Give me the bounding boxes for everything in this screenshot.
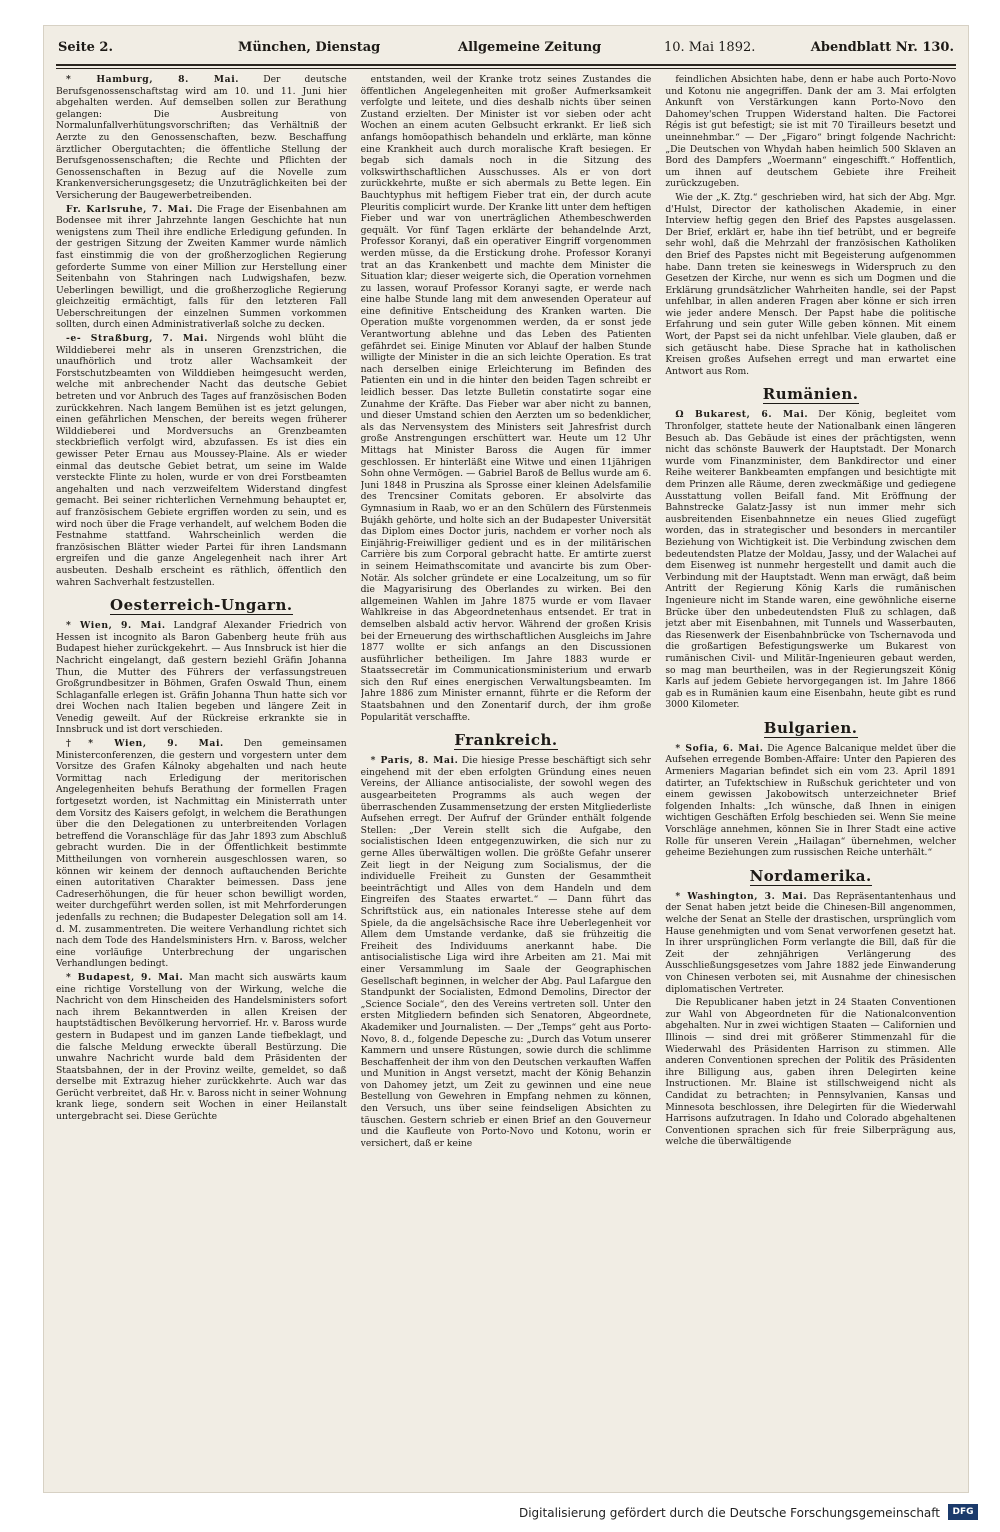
article-paragraph <box>56 333 347 588</box>
page-header <box>58 40 954 60</box>
paragraph-text: Die Frage der Eisenbahnen am Bodensee mit ihrer Jahrzehnte langen Geschichte hat nun wenigstens zum Theil ihre endliche Erledigung gefunden. In der gestrigen Sitzung der Zweiten Kammer wurde nämlich fast einstimmig die von der großherzoglichen Regierung geforderte Summe von einer Million zur Herstellung einer Seitenbahn von Stahringen nach Ludwigshafen, bezw. Ueberlingen bewilligt, und die großherzogliche Regierung gleichzeitig ermächtigt, falls für den letzteren Fall Ueberschreitungen der einzelnen Summen vorkommen sollten, durch einen Administrativerlaß solche zu decken. <box>56 203 347 331</box>
section-heading <box>361 731 652 749</box>
header-rule <box>56 64 956 66</box>
dateline: * Budapest, 9. Mai. <box>66 971 184 983</box>
paragraph-text: Die hiesige Presse beschäftigt sich sehr eingehend mit der eben erfolgten Gründung eines neuen Vereins, der Alliance antisocialiste, der sowohl wegen des ausgearbeiteten Programms als auch wegen der überraschenden Zusammensetzung der ersten Mitgliederliste Aufsehen erregt. Der Aufruf der Gründer enthält folgende Stellen: „Der Verein stellt sich die Aufgabe, den socialistischen Ideen entgegenzuwirken, die sich nur zu gerne Alles überwältigen wollen. Die größte Gefahr unserer Zeit liegt in der Neigung zum Socialismus, der die individuelle Freiheit zu Gunsten der Gesammtheit beeinträchtigt und Alles von dem Handeln und dem Eingreifen des Staates erwartet.“ — Dann führt das Schriftstück aus, ein nationales Interesse stehe auf dem Spiele, da die angelsächsische Race ihre Ueberlegenheit vor Allem dem Umstande verdanke, daß sie frühzeitig die Freiheit des Individuums anerkannt habe. Die antisocialistische Liga wird ihre Arbeiten am 21. Mai mit einer Versammlung im Saale der Geographischen Gesellschaft beginnen, in welcher der Abg. Paul Lafargue den Standpunkt der Socialisten, Edmond Demolins, Director der „Science Sociale“, den des Vereins vertreten soll. Unter den ersten Mitgliedern befinden sich Senatoren, Abgeordnete, Akademiker und Journalisten. — Der „Temps“ geht aus Porto-Novo, 8. d., folgende Depesche zu: „Durch das Votum unserer Kammern und unsere Rüstungen, sowie durch die schlimme Beschaffenheit der ihm von den Deutschen verkauften Waffen und Munition in Angst versetzt, macht der König Behanzin von Dahomey jetzt, um Zeit zu gewinnen und eine neue Bestellung von Gewehren in Empfang nehmen zu können, den Versuch, uns über seine feindseligen Absichten zu täuschen. Gestern schrieb er einen Brief an den Gouverneur und die Kaufleute von Porto-Novo und Kotonu, worin er versichert, daß er keine <box>360 755 652 1149</box>
section-heading-text: Rumänien. <box>762 385 859 404</box>
section-heading <box>665 385 956 403</box>
article-paragraph <box>665 192 956 378</box>
section-heading-text: Frankreich. <box>454 731 558 750</box>
issue-date: 10. Mai 1892. <box>664 40 756 55</box>
article-paragraph <box>665 409 956 710</box>
section-heading-text: Nordamerika. <box>749 866 872 885</box>
article-paragraph <box>56 738 347 970</box>
paragraph-text: Landgraf Alexander Friedrich von Hessen ist incognito als Baron Gabenberg heute früh aus Budapest hieher zurückgekehrt. — Aus Innsbruck ist hier die Nachricht eingelangt, daß gestern beziehl Gräfin Johanna Thun, die Mutter des Führers der verfassungstreuen Großgrundbesitzer in Böhmen, Grafen Oswald Thun, einem Schlaganfalle erlegen ist. Gräfin Johanna Thun hatte sich vor drei Wochen nach Italien begeben und längere Zeit in Venedig geweilt. Auf der Rückreise erkrankte sie in Innsbruck und ist dort verschieden. <box>56 620 347 736</box>
article-paragraph <box>56 972 347 1123</box>
newspaper-page <box>44 26 968 1492</box>
dateline: * Washington, 3. Mai. <box>675 890 808 902</box>
city-and-day: München, Dienstag <box>238 40 381 55</box>
article-paragraph <box>56 74 347 202</box>
section-heading <box>665 867 956 885</box>
article-paragraph <box>56 204 347 332</box>
paragraph-text: Der deutsche Berufsgenossenschaftstag wird am 10. und 11. Juni hier abgehalten werden. Auf demselben sollen zur Berathung gelangen: Die Ausbreitung von Normalunfallverhütungsvorschriften; das Verhältniß der Aerzte zu den Genossenschaften, bezw. Beschaffung ärztlicher Obergutachten; die öffentliche Stellung der Berufsgenossenschaften; die Rechte und Pflichten der Genossenschaften in Bezug auf die Novelle zum Krankenversicherungsgesetz; die Unzuträglichkeiten bei der Versicherung der Baugewerbetreibenden. <box>56 74 347 201</box>
section-heading-text: Bulgarien. <box>763 718 858 737</box>
article-paragraph <box>361 74 652 723</box>
article-paragraph <box>361 755 652 1149</box>
paragraph-text: entstanden, weil der Kranke trotz seines Zustandes die öffentlichen Angelegenheiten mit großer Aufmerksamkeit verfolgte und leitete, und dies deshalb nichts über seinen Zustand erzielten. Der Minister ist vor sieben oder acht Wochen an einem acuten Gelbsucht erkrankt. Er ließ sich anfangs homöopathisch behandeln und erklärte, man könne eine Krankheit auch durch moralische Kraft besiegen. Er begab sich damals noch in die Sitzung des volkswirthschaftlichen Ausschusses. Als er von dort zurückkehrte, mußte er sich abermals zu Bette legen. Ein Bauchtyphus mit heftigem Fieber trat ein, der durch acute Pleuritis complicirt wurde. Der Kranke litt unter dem heftigen Fieber und war von unerträglichen Athembeschwerden gequält. Vor fünf Tagen erklärte der behandelnde Arzt, Professor Koranyi, daß ein operativer Eingriff vorgenommen werden müsse, da die Erstickung drohe. Professor Koranyi trat an das Krankenbett und machte dem Minister die Situation klar; dieser weigerte sich, die Operation vornehmen zu lassen, worauf Professor Koranyi sagte, er werde nach eine halbe Stunde lang mit dem anwesenden Operateur auf eine definitive Entscheidung des Kranken warten. Die Operation mußte vorgenommen werden, da er sonst jede Verantwortung ablehne und das Leben des Patienten gefährdet sei. Einige Minuten vor Ablauf der halben Stunde willigte der Minister in die an sich leichte Operation. Es trat nach derselben einige Erleichterung im Befinden des Patienten ein und in die hinter den beiden Tagen schreibt er leidlich besser. Das letzte Bulletin constatirte sogar eine Zunahme der Kräfte. Das Fieber war aber nicht zu bannen, und dieser Umstand schien den Aerzten um so bedenklicher, als das Nervensystem des Ministers seit Jahresfrist durch große Anstrengungen erschüttert war. Heute um 12 Uhr Mittags hat Minister Baross die Augen für immer geschlossen. Er hinterläßt eine Witwe und einen 11jährigen Sohn ohne Vermögen. — Gabriel Baroß de Bellus wurde am 6. Juni 1848 in Pruszina als Sprosse einer kleinen Adelsfamilie des Trencsiner Comitats geboren. Er absolvirte das Gymnasium in Raab, wo er an den Schülern des Fürstenmeis Bujákh gehörte, und holte sich an der Budapester Universität das Diplom eines Doctor juris, nachdem er vorher noch als Einjährig-Freiwilliger gedient und es in der militärischen Carrière bis zum Corporal gebracht hatte. Er amtirte zuerst in seinem Heimathscomitate und avancirte bis zum Ober-Notär. Als solcher gründete er eine Localzeitung, um so für die Magyarisirung des Oberlandes zu wirken. Bei den allgemeinen Wahlen im Jahre 1875 wurde er vom Ilavaer Wahlkreise in das Abgeordnetenhaus entsendet. Er trat in demselben alsbald activ hervor. Während der großen Krisis bei der Erneuerung des wirthschaftlichen Ausgleichs im Jahre 1877 wollte er sich anfangs an den Discussionen ausführlicher betheiligen. Im Jahre 1883 wurde er Staatssecretär im Communicationsministerium und erwarb sich den Ruf eines energischen Verwaltungsbeamten. Im Jahre 1886 zum Minister ernannt, führte er die Reform der Staatsbahnen und den Zonentarif durch, der ihm große Popularität verschaffte. <box>360 74 652 723</box>
section-heading <box>665 719 956 737</box>
paragraph-text: Der König, begleitet vom Thronfolger, stattete heute der Nationalbank einen längeren Besuch ab. Das Gebäude ist eines der prächtigsten, wenn nicht das schönste Bauwerk der Hauptstadt. Der Monarch wurde vom Finanzminister, dem Bankdirector und einer Reihe weiterer Bankbeamten empfangen und besichtigte mit dem Prinzen alle Räume, deren zweckmäßige und gediegene Ausstattung vollen Beifall fand. Mit Eröffnung der Bahnstrecke Galatz-Jassy ist nun immer mehr sich ausbreitenden Eisenbahnnetze ein neues Glied zugefügt worden, das in strategischer und besonders in mercantiler Beziehung von Wichtigkeit ist. Die Verbindung zwischen dem bedeutendsten Platze der Moldau, Jassy, und der Walachei auf dem Eisenweg ist nunmehr hergestellt und damit auch die Verbindung mit der Hauptstadt. Wenn man erwägt, daß beim Antritt der Regierung König Karls die rumänischen Ingenieure nicht im Stande waren, eine gewöhnliche eiserne Brücke über den unbedeutendsten Fluß zu schlagen, daß jetzt aber mit Eisenbahnen, mit Tunnels und Wasserbauten, das Riesenwerk der Eisenbahnbrücke von Tschernavoda und die großartigen Befestigungswerke um Bukarest von rumänischen Civil- und Militär-Ingenieuren gebaut werden, so mag man beurtheilen, was in der Regierungszeit König Karls auf jedem Gebiete hervorgegangen ist. Im Jahre 1866 gab es in Rumänien kaum eine Eisenbahn, heute gibt es rund 3000 Kilometer. <box>665 409 956 711</box>
header-rule-thin <box>56 68 956 69</box>
funding-notice: Digitalisierung gefördert durch die Deutsche Forschungsgemeinschaft <box>518 1506 940 1520</box>
dateline: * Hamburg, 8. Mai. <box>66 74 240 85</box>
digitization-footer <box>0 1502 1000 1524</box>
article-paragraph <box>665 743 956 859</box>
paragraph-text: Die Republicaner haben jetzt in 24 Staaten Conventionen zur Wahl von Abgeordneten für die Nationalconvention abgehalten. Nur in zwei wichtigen Staaten — Californien und Illinois — sind drei mit größerer Stimmenzahl für die Wiederwahl des Präsidenten Harrison zu stimmen. Alle anderen Conventionen sprechen der Politik des Präsidenten ihre Billigung aus, gaben ihren Delegirten keine Instructionen. Mr. Blaine ist stillschweigend nicht als Candidat zu betrachten; in Pennsylvanien, Kansas und Minnesota beschlossen, ihre Delegirten für die Wiederwahl Harrisons aufzutragen. In Idaho und Colorado abgehaltenen Conventionen sprachen sich für freie Silberprägung aus, welche die überwältigende <box>665 997 956 1148</box>
issue-number: Abendblatt Nr. 130. <box>810 40 954 55</box>
page-number: Seite 2. <box>58 40 113 55</box>
column-1 <box>56 74 347 1482</box>
dateline: Fr. Karlsruhe, 7. Mai. <box>66 203 193 215</box>
paragraph-text: Das Repräsentantenhaus und der Senat haben jetzt beide die Chinesen-Bill angenommen, welche der Senat an Stelle der drastischen, ursprünglich vom Hause genehmigten und vom Senat verworfenen gesetzt hat. In ihrer ursprünglichen Form verlangte die Bill, daß für die Zeit der zehnjährigen Verlängerung des Ausschließungsgesetzes vom Jahre 1882 jede Einwanderung von Chinesen verboten sei, mit Ausnahme der chinesischen diplomatischen Vertreter. <box>665 890 956 995</box>
paragraph-text: Nirgends wohl blüht die Wilddieberei mehr als in unseren Grenzstrichen, die unaufhörlich und trotz aller Wachsamkeit der Forstschutzbeamten von Wilddieben heimgesucht werden, welche mit anbrechender Nacht das deutsche Gebiet betreten und vor Anbruch des Tages auf französischen Boden zurückkehren. Nach langem Bemühen ist es jetzt gelungen, einen gefährlichen Menschen, der bereits wegen früherer Wilddieberei und Mordversuchs an Grenzbeamten steckbrieflich verfolgt wird, abzufassen. Es ist dies ein gewisser Peter Ernau aus Moussey-Plaine. Als er wieder einmal das deutsche Gebiet betrat, um seine im Walde versteckte Flinte zu holen, wurde er von drei Forstbeamten angehalten und nach verzweifeltem Widerstand dingfest gemacht. Bei seiner richterlichen Vernehmung behauptet er, auf französischem Gebiete ergriffen worden zu sein, und es wird noch über die Frage verhandelt, auf welchem Boden die Festnahme stattfand. Wahrscheinlich werden die französischen Blätter wieder Partei für ihren Landsmann ergreifen und die ganze Angelegenheit nach ihrer Art ausbeuten. Deshalb erscheint es räthlich, öffentlich den wahren Sachverhalt festzustellen. <box>56 333 347 588</box>
article-paragraph <box>56 620 347 736</box>
paragraph-text: Den gemeinsamen Ministerconferenzen, die gestern und vorgestern unter dem Vorsitze des Grafen Kálnoky abgehalten und nach heute Vormittag nach Erledigung der meritorischen Angelegenheiten behufs Berathung der formellen Fragen fortgesetzt worden, ist Nachmittag ein Ministerrath unter dem Vorsitz des Kaisers gefolgt, in welchem die Berathungen über die den Delegationen zu unterbreitenden Vorlagen betreffend die Voranschläge für das Jahr 1893 zum Abschluß gebracht wurden. Die in der Öffentlichkeit bestimmte Mittheilungen von vornherein ausgeschlossen waren, so können wir keinem der dennoch auftauchenden Berichte einen autoritativen Charakter beimessen. Dass jene Cadreserhöhungen, die für heuer schon bewilligt worden, weiter durchgeführt werden sollen, ist mit Mehrforderungen jedenfalls zu rechnen; die Budapester Delegation soll am 14. d. M. zusammentreten. Die weitere Verhandlung richtet sich nach dem Tode des Handelsministers Hrn. v. Baross, welcher eine vorläufige Unterbrechung der ungarischen Verhandlungen bedingt. <box>56 738 347 970</box>
dfg-logo: DFG <box>948 1504 978 1520</box>
section-heading <box>56 596 347 614</box>
article-paragraph <box>665 997 956 1148</box>
paragraph-text: Man macht sich auswärts kaum eine richtige Vorstellung von der Wirkung, welche die Nachricht von dem Hinscheiden des Handelsministers sofort nach ihrem Bekanntwerden in allen Kreisen der hauptstädtischen Bevölkerung hervorrief. Hr. v. Baross wurde gestern in Budapest und im ganzen Lande tiefbeklagt, und die falsche Meldung erweckte überall Bestürzung. Die unwahre Nachricht wurde bald dem Präsidenten der Staatsbahnen, der in der Provinz weilte, gemeldet, so daß derselbe mit Extrazug hieher zurückkehrte. Auch war das Gerücht verbreitet, daß Hr. v. Baross nicht in seiner Wohnung krank liege, sondern seit Wochen in einer Heilanstalt untergebracht sei. Diese Gerüchte <box>56 971 347 1123</box>
article-paragraph <box>665 74 956 190</box>
newspaper-title: Allgemeine Zeitung <box>458 40 602 55</box>
section-heading-text: Oesterreich-Ungarn. <box>110 596 293 615</box>
dateline: * Paris, 8. Mai. <box>370 755 459 767</box>
dateline: †* Wien, 9. Mai. <box>66 738 224 750</box>
paragraph-text: Wie der „K. Ztg.“ geschrieben wird, hat sich der Abg. Mgr. d'Hulst, Director der katholischen Akademie, in einer Interview heftig gegen den Brief des Papstes ausgelassen. Der Brief, erklärt er, habe ihn tief betrübt, und er begreife sehr wohl, daß die Mehrzahl der französischen Katholiken den Brief des Papstes nicht mit Begeisterung aufgenommen habe. Dann treten sie keineswegs in Widerspruch zu den Gesetzen der Kirche, nur wenn es sich um Dogmen und die Erklärung grundsätzlicher Wahrheiten handle, sei der Papst unfehlbar, in allen anderen Fragen aber könne er sich irren wie jeder andere Mensch. Der Papst habe die politische Erfahrung und sein guter Wille geben können. Mit einem Wort, der Papst sei da nicht unfehlbar. Viele glauben, daß er sich getäuscht habe. Diese Sprache hat in katholischen Kreisen großes Aufsehen erregt und man erwartet eine Antwort aus Rom. <box>665 191 956 377</box>
column-3 <box>665 74 956 1482</box>
paragraph-text: Die Agence Balcanique meldet über die Aufsehen erregende Bomben-Affaire: Unter den Papieren des Armeniers Magarian befindet sich ein vom 23. April 1891 datirter, an Tufektschiew in Rußschuk gerichteter und von einem gewissen Jakobowitsch unterzeichneter Brief folgenden Inhalts: „Ich wünsche, daß Ihnen in einigen wichtigen Geschäften Erfolg beschieden sei. Wenn Sie meine Vorschläge annehmen, können Sie in Ihrer Stadt eine active Rolle für unseren Verein „Hailagan“ übernehmen, welcher geheime Beziehungen zum russischen Reiche unterhält.“ <box>665 742 956 859</box>
article-paragraph <box>665 891 956 995</box>
article-columns <box>56 74 956 1482</box>
dateline: * Sofia, 6. Mai. <box>675 742 764 754</box>
paragraph-text: feindlichen Absichten habe, denn er habe auch Porto-Novo und Kotonu nie angegriffen. Dank der am 3. Mai erfolgten Ankunft von Verstärkungen kann Porto-Novo den Dahomey'schen Truppen Widerstand halten. Die Factorei Régis ist gut befestigt; sie ist mit 70 Tirailleurs besetzt und uneinnehmbar.“ — Der „Figaro“ bringt folgende Nachricht: „Die Deutschen von Whydah haben heimlich 500 Sklaven an Bord des Dampfers „Woermann“ eingeschifft.“ Hoffentlich, um ihnen auf deutschem Gebiete ihre Freiheit zurückzugeben. <box>665 74 956 190</box>
dateline: * Wien, 9. Mai. <box>66 620 166 632</box>
dateline: Ω Bukarest, 6. Mai. <box>675 409 809 421</box>
column-2 <box>361 74 652 1482</box>
dateline: -e- Straßburg, 7. Mai. <box>66 333 209 345</box>
